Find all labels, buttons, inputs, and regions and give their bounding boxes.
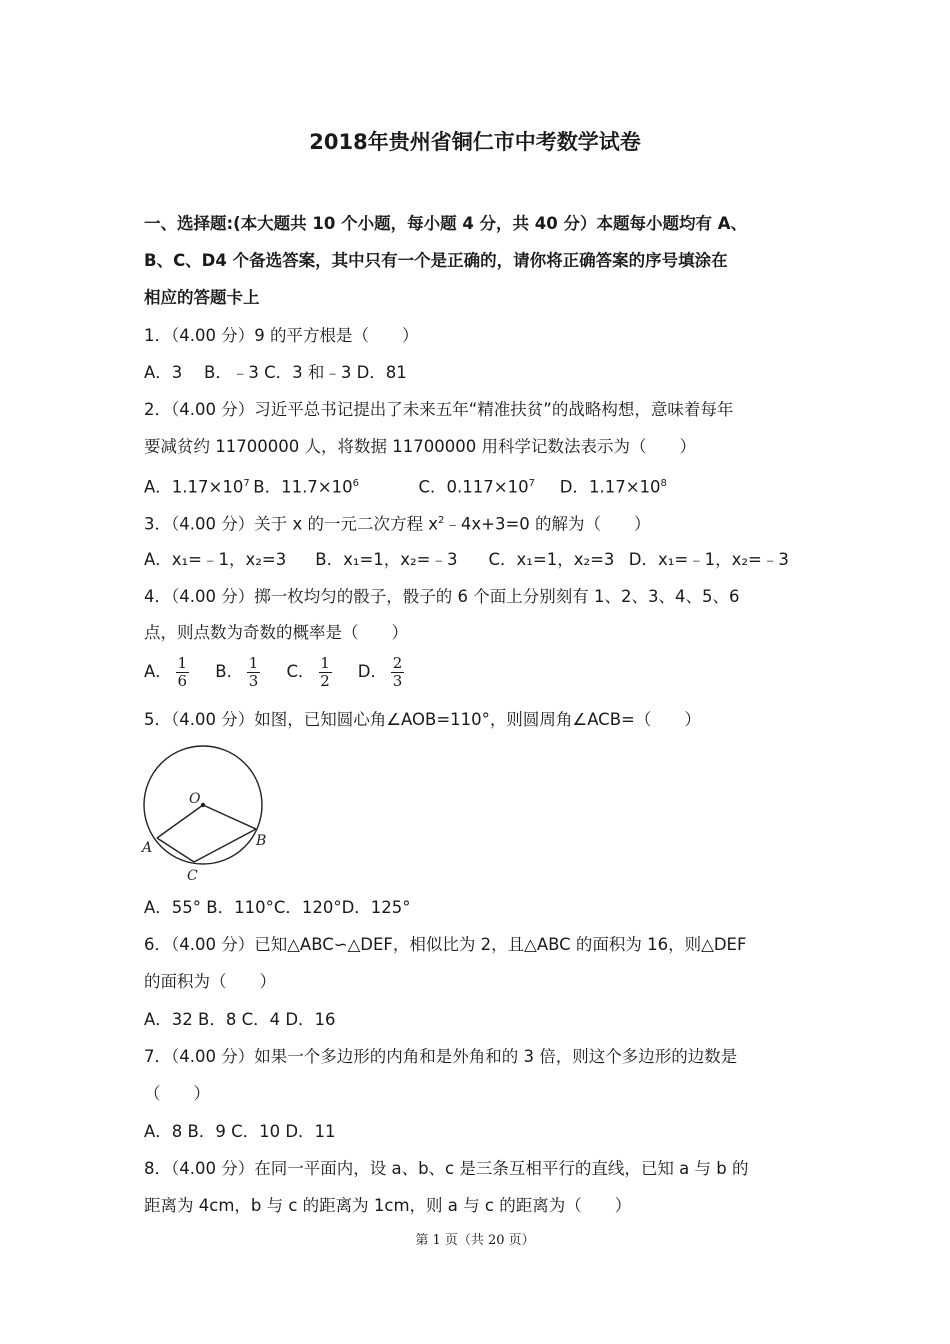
- q5-stem: 5．（4.00 分）如图，已知圆心角∠AOB=110°，则圆周角∠ACB=（ ）: [144, 710, 701, 729]
- q2-option-b: B．$11.7\times 10^6$: [253, 477, 360, 497]
- q2-options: [144, 472, 667, 500]
- q4-option-a: A． $\frac{1}{6}$: [144, 654, 188, 690]
- q2-option-d: D．$1.17\times 10^8$: [559, 477, 667, 497]
- section-heading-line-3: 相应的答题卡上: [144, 288, 260, 307]
- q4-option-c: C． $\frac{1}{2}$: [286, 654, 330, 690]
- q3-stem: 3．（4.00 分）关于 x 的一元二次方程 $x^2﹣4x+3=0$ 的解为（ ）: [144, 514, 651, 534]
- q3-option-a: A．x₁=﹣1，x₂=3: [144, 550, 287, 569]
- q2-option-c: C．$0.117\times 10^7$: [418, 477, 535, 497]
- q4-option-d: D． $\frac{2}{3}$: [357, 654, 403, 690]
- q4-stem-line-2: 点，则点数为奇数的概率是（ ）: [144, 623, 408, 642]
- section-heading-line-1: 一、选择题:(本大题共 10 个小题，每小题 4 分，共 40 分）本题每小题均有 A、: [144, 214, 748, 233]
- q1-stem: 1．（4.00 分）9 的平方根是（ ）: [144, 326, 419, 345]
- q3-option-c: C．x₁=1，x₂=3: [488, 550, 615, 569]
- q7-stem-line-1: 7．（4.00 分）如果一个多边形的内角和是外角和的 3 倍，则这个多边形的边数是: [144, 1047, 738, 1066]
- q2-stem-line-1: 2．（4.00 分）习近平总书记提出了未来五年“精准扶贫”的战略构想，意味着每年: [144, 400, 734, 419]
- radius-ob: [203, 805, 256, 829]
- fraction: $\frac{1}{2}$: [320, 654, 330, 690]
- label-c: C: [187, 868, 198, 884]
- chord-ac: [157, 838, 194, 862]
- fraction: $\frac{2}{3}$: [392, 654, 403, 690]
- page-title: 2018年贵州省铜仁市中考数学试卷: [309, 130, 641, 154]
- q3-option-b: B．x₁=1，x₂=﹣3: [315, 550, 458, 569]
- label-b: B: [256, 833, 267, 849]
- fraction: $\frac{1}{3}$: [248, 654, 259, 690]
- q3-options: [144, 548, 789, 572]
- section-heading-line-2: B、C、D4 个备选答案，其中只有一个是正确的，请你将正确答案的序号填涂在: [144, 251, 728, 270]
- label-o: O: [189, 791, 201, 807]
- q6-stem-line-2: 的面积为（ ）: [144, 972, 276, 991]
- page-footer: 第 1 页（共 20 页）: [415, 1233, 535, 1248]
- fraction: $\frac{1}{6}$: [177, 654, 188, 690]
- center-point: [201, 803, 205, 807]
- q8-stem-line-1: 8．（4.00 分）在同一平面内，设 a、b、c 是三条互相平行的直线，已知 a 与 b 的: [144, 1159, 749, 1178]
- q3-option-d: D．x₁=﹣1，x₂=﹣3: [628, 550, 789, 569]
- q6-stem-line-1: 6．（4.00 分）已知△ABC∽△DEF，相似比为 2，且△ABC 的面积为 16，则△DEF: [144, 935, 747, 954]
- q4-option-b: B． $\frac{1}{3}$: [215, 654, 259, 690]
- label-a: A: [142, 840, 153, 856]
- q7-options: A．8 B．9 C．10 D．11: [144, 1122, 336, 1141]
- q1-options: A．3 B．﹣3 C．3 和﹣3 D．81: [144, 363, 407, 382]
- radius-oa: [157, 805, 203, 838]
- q4-stem-line-1: 4．（4.00 分）掷一枚均匀的骰子，骰子的 6 个面上分别刻有 1、2、3、4、5、6: [144, 587, 740, 606]
- q5-options: A．55° B．110°C．120°D．125°: [144, 898, 411, 917]
- q8-stem-line-2: 距离为 4cm，b 与 c 的距离为 1cm，则 a 与 c 的距离为（ ）: [144, 1196, 632, 1215]
- q7-stem-line-2: （ ）: [144, 1084, 210, 1103]
- q2-option-a: A．$1.17\times 10^7$: [144, 477, 250, 497]
- q4-options: [144, 655, 408, 690]
- q2-stem-line-2: 要减贫约 11700000 人，将数据 11700000 用科学记数法表示为（ ）: [144, 437, 696, 456]
- circle-figure: [138, 740, 278, 885]
- q6-options: A．32 B．8 C．4 D．16: [144, 1010, 336, 1029]
